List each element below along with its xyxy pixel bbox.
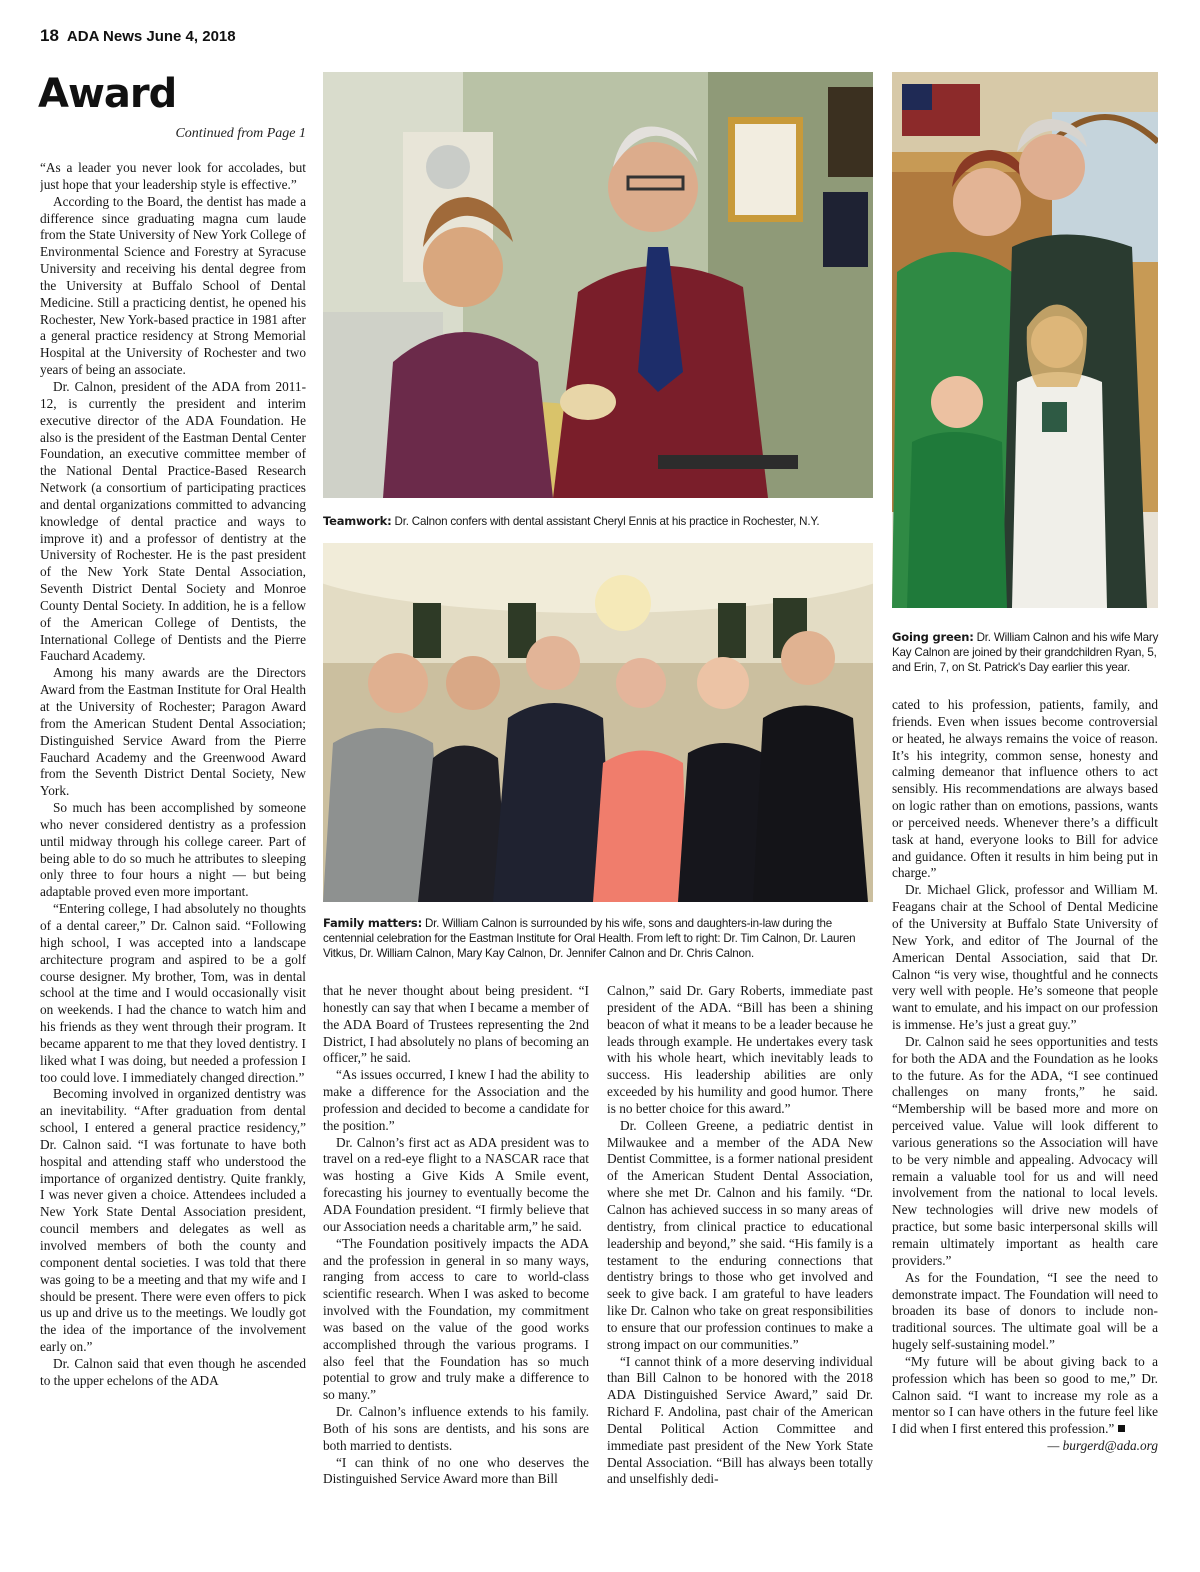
paragraph: Dr. Calnon said that even though he ascended to the upper echelons of the ADA — [40, 1355, 306, 1388]
photo-family — [323, 543, 873, 902]
paragraph: “I cannot think of a more deserving individual than Bill Calnon to be honored with the 2018 ADA Distinguished Service Award,” said Dr. Richard F. Andolina, past chair of the American Dental Political Action Committee and immediate past president of the New York State Dental Association. “Bill has always been totally and unselfishly dedi- — [607, 1353, 873, 1487]
page-number: 18 — [40, 26, 59, 45]
paragraph: “The Foundation positively impacts the ADA and the profession in general in so many ways, ranging from access to care to world-class scientific research. When I was asked to become involved with the Foundation, my commitment was based on the value of the good works accomplished through the various programs. I also feel that the Foundation has so much potential to grow and truly make a difference to so many.” — [323, 1235, 589, 1403]
caption-family — [323, 916, 875, 961]
photo-teamwork — [323, 72, 873, 498]
article-headline: Award — [38, 71, 177, 117]
paragraph: “I can think of no one who deserves the Distinguished Service Award more than Bill — [323, 1454, 589, 1487]
paragraph: Dr. Calnon’s first act as ADA president was to travel on a red-eye flight to a NASCAR race that was hosting a Give Kids A Smile event, forecasting his journey to eventually become the ADA Foundation president. “I firmly believe that our Association needs a charitable arm,” he said. — [323, 1134, 589, 1234]
caption-green — [892, 630, 1160, 675]
green-photo-image — [892, 72, 1158, 608]
paragraph: Dr. Calnon said he sees opportunities and tests for both the ADA and the Foundation as he looks to the future. As for the ADA, “I see continued challenges on many fronts,” he said. “Membership will be based more and more on perceived value. Value will look different to various generations so the Association will have to be very nimble and appealing. Advocacy will remain a valuable tool for us and will need involvement from the national to local levels. New technologies will drive new models of practice, but some basic interpersonal skills will remain ultimately important as health care providers.” — [892, 1033, 1158, 1268]
continued-note: Continued from Page 1 — [175, 126, 306, 141]
publication-dateline: ADA News June 4, 2018 — [66, 28, 236, 45]
caption-text: Dr. William Calnon is surrounded by his wife, sons and daughters-in-law during the centennial celebration for the Eastman Institute for Oral Health. From left to right: Dr. Tim Calnon, Dr. Lauren Vitkus, Dr. William Calnon, Mary Kay Calnon, Dr. Jennifer Calnon and Dr. Chris Calnon. — [323, 917, 856, 960]
paragraph — [892, 1354, 1158, 1438]
caption-lead: Going green: — [892, 630, 974, 644]
author-signature: — burgerd@ada.org — [1047, 1438, 1158, 1454]
paragraph: Dr. Michael Glick, professor and William M. Feagans chair at the School of Dental Medicine of the University at Buffalo State University of New York, and editor of The Journal of the American Dental Association, said that Dr. Calnon “is very wise, thoughtful and he connects very well with people. He’s someone that people want to emulate, and his impact on our profession is immense. He’s just a great guy.” — [892, 882, 1158, 1033]
paragraph: As for the Foundation, “I see the need to demonstrate impact. The Foundation will need to broaden its base of donors to include non-traditional sources. The ultimate goal will be a hugely self-sustaining model.” — [892, 1269, 1158, 1353]
paragraph: Calnon,” said Dr. Gary Roberts, immediate past president of the ADA. “Bill has been a shining beacon of what it means to be a leader because he leads through example. He undertakes every task with his whole heart, which inevitably leads to success. His leadership abilities are only exceeded by his humility and good humor. There is no better choice for this award.” — [607, 983, 873, 1116]
paragraph: “As issues occurred, I knew I had the ability to make a difference for the Association and the profession and decided to become a candidate for the position.” — [323, 1067, 589, 1133]
article-column-4 — [892, 697, 1158, 1570]
caption-teamwork — [323, 514, 883, 529]
article-column-1 — [40, 160, 306, 1570]
paragraph: that he never thought about being president. “I honestly can say that when I became a member of the ADA Board of Trustees representing the 2nd District, I had absolutely no plans of becoming an officer,” he said. — [323, 983, 589, 1066]
paragraph: Dr. Calnon, president of the ADA from 2011-12, is currently the president and interim executive director of the ADA Foundation. He also is the president of the Eastman Dental Center Foundation, an executive committee member of the National Dental Practice-Based Research Network (a consortium of participating practices and dental organizations committed to advancing knowledge of dental practice and ways to improve it) and a professor of dentistry at the University of Rochester. He is the past president of the New York State Dental Association, Seventh District Dental Society and Monroe County Dental Society. In addition, he is a fellow of the American College of Dentists, the International College of Dentists and the Pierre Fauchard Academy. — [40, 378, 306, 664]
teamwork-photo-image — [323, 72, 873, 498]
caption-text: Dr. Calnon confers with dental assistant Cheryl Ennis at his practice in Rochester, N.Y. — [391, 515, 820, 528]
paragraph: So much has been accomplished by someone who never considered dentistry as a profession until midway through his college career. Part of being able to do so much he attributes to sleeping only three to four hours a night — but being adaptable proved even more important. — [40, 800, 306, 900]
paragraph: According to the Board, the dentist has made a difference since graduating magna cum laude from the State University of New York College of Environmental Science and Forestry at Syracuse University and receiving his dental degree from the University at Buffalo School of Dental Medicine. Still a practicing dentist, he opened his Rochester, New York-based practice in 1981 after a general practice residency at Strong Memorial Hospital at the University of Rochester and two years of being an associate. — [40, 193, 306, 378]
paragraph: “As a leader you never look for accolades, but just hope that your leadership style is effective.” — [40, 160, 306, 192]
paragraph: cated to his profession, patients, family, and friends. Even when issues become controversial or heated, he always remains the voice of reason. It’s his integrity, common sense, honesty and calming demeanor that influence others to act sensibly. His recommendations are always based on logic rather than on emotions, passions, wants or perceived needs. Whenever there’s a difficult task at hand, everyone looks to Bill for advice and guidance. Often it results in him being put in charge.” — [892, 697, 1158, 881]
photo-green — [892, 72, 1158, 608]
article-column-2 — [323, 983, 589, 1570]
closing-quote: “My future will be about giving back to a profession which has been so good to me,” Dr. Calnon said. “I want to increase my role as a mentor so I can have others in the future feel like I did when I first entered this profession.” — [892, 1353, 1158, 1437]
end-mark — [1118, 1425, 1125, 1432]
article-column-3 — [607, 983, 873, 1570]
paragraph: Becoming involved in organized dentistry was an inevitability. “After graduation from dental school, I entered a general practice residency,” Dr. Calnon said. “I was fortunate to have both hospital and attending staff who understood the importance of organized dentistry. Quite frankly, I was never given a choice. Attendees included a New York State Dental Association president, council members and delegates as well as involved members of both the county and component dental societies. I was told that there was going to be a meeting and that my wife and I should be present. There were even offers to pick us up and drive us to the meetings. We loudly got the idea of the importance of the involvement early on.” — [40, 1086, 306, 1355]
caption-lead: Teamwork: — [323, 514, 392, 528]
caption-text: Dr. William Calnon and his wife Mary Kay Calnon are joined by their grandchildren Ryan, 5, and Erin, 7, on St. Patrick's Day earlier this year. — [892, 631, 1159, 674]
paragraph: “Entering college, I had absolutely no thoughts of a dental career,” Dr. Calnon said. “Following high school, I was accepted into a landscape architecture program and aspired to be a golf course designer. My brother, Tom, was in dental school at the time and I would occasionally visit on weekends. I had the chance to watch him and his friends as they went through their program. It became apparent to me that they loved dentistry. I liked what I was doing, but needed a profession I too could love. I immediately changed direction.” — [40, 901, 306, 1085]
paragraph: Among his many awards are the Directors Award from the Eastman Institute for Oral Health at the University of Rochester; Paragon Award from the American Student Dental Association; Distinguished Service Award from the Pierre Fauchard Academy and the Greenwood Award from the Seventh District Dental Society, New York. — [40, 665, 306, 799]
family-photo-image — [323, 543, 873, 902]
caption-lead: Family matters: — [323, 916, 422, 930]
paragraph: Dr. Calnon’s influence extends to his family. Both of his sons are dentists, and his sons are both married to dentists. — [323, 1404, 589, 1453]
paragraph: Dr. Colleen Greene, a pediatric dentist in Milwaukee and a member of the ADA New Dentist Committee, is a former national president of the American Student Dental Association, where she met Dr. Calnon and his family. “Dr. Calnon has achieved success in so many areas of dentistry, from clinical practice to educational leadership and beyond,” she said. “His family is a testament to the enduring connections that dentistry brings to those who get involved and seek to give back. I am grateful to have leaders like Dr. Calnon who take on great responsibilities to ensure that our profession continues to make a strong impact on our communities.” — [607, 1117, 873, 1352]
page-header — [40, 26, 440, 48]
